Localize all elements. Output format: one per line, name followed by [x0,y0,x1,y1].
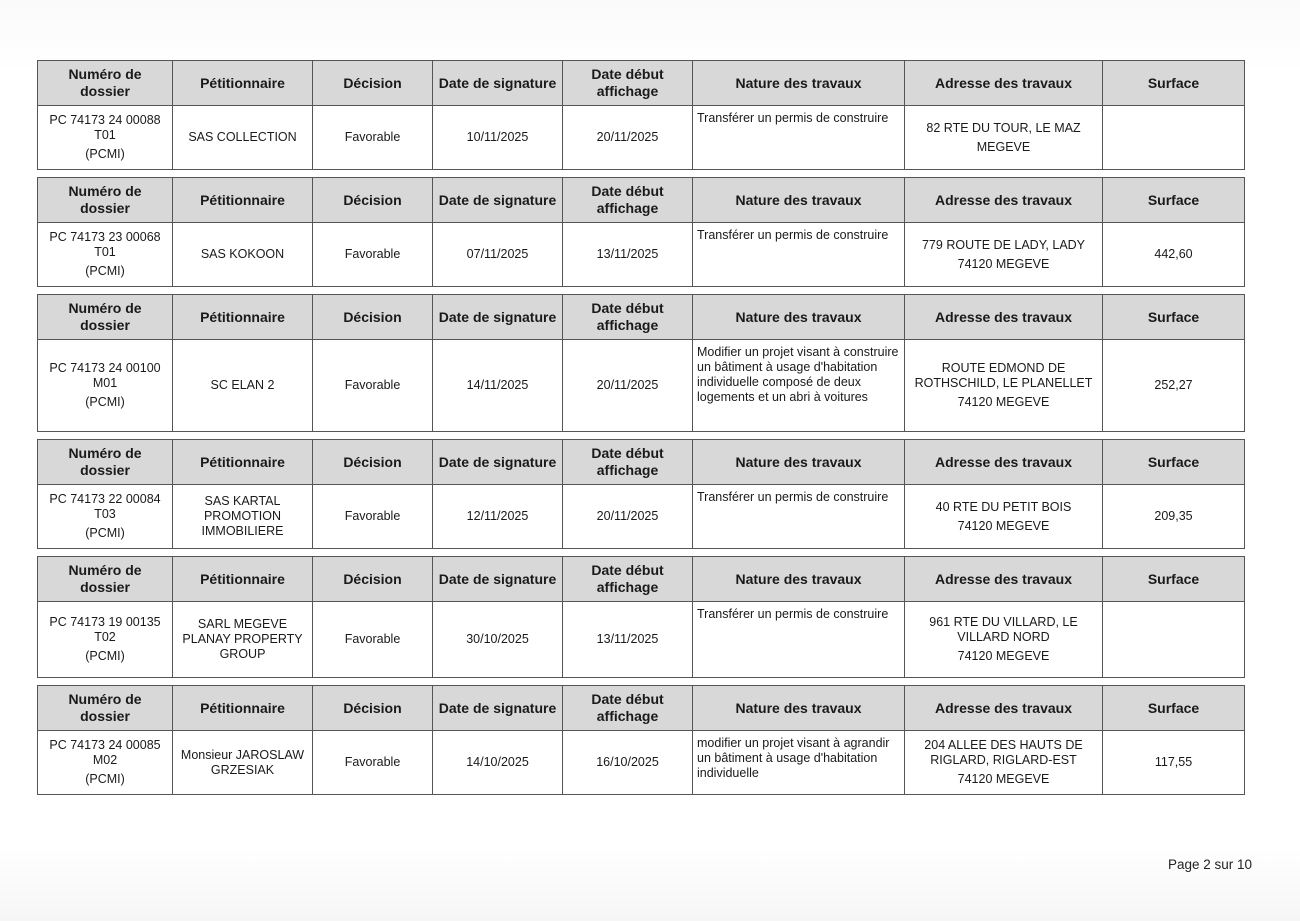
dossier-type: (PCMI) [85,264,125,278]
numero-dossier: PC 74173 24 00088 T01 [49,113,161,142]
dossier-type: (PCMI) [85,649,125,663]
date-affichage-cell [563,602,693,678]
header-numero-dossier: Numéro de dossier [38,557,173,602]
header-adresse-travaux: Adresse des travaux [905,440,1103,485]
header-nature-travaux: Nature des travaux [693,295,905,340]
header-petitionnaire: Pétitionnaire [173,557,313,602]
header-petitionnaire: Pétitionnaire [173,295,313,340]
date-affichage: 20/11/2025 [596,509,659,523]
header-date-affichage: Date début affichage [563,686,693,731]
date-affichage: 16/10/2025 [596,755,659,769]
ville: MEGEVE [976,139,1031,154]
header-date-signature: Date de signature [433,440,563,485]
header-petitionnaire: Pétitionnaire [173,178,313,223]
adresse-travaux-cell [905,340,1103,432]
numero-dossier: PC 74173 19 00135 T02 [49,615,161,644]
surface: 442,60 [1154,247,1193,261]
header-petitionnaire: Pétitionnaire [173,440,313,485]
header-date-signature: Date de signature [433,295,563,340]
header-numero-dossier: Numéro de dossier [38,178,173,223]
page-number: Page 2 sur 10 [1168,857,1253,872]
decision-cell [313,602,433,678]
date-affichage: 20/11/2025 [596,378,659,392]
surface-cell [1103,340,1245,432]
permit-table [37,439,1245,549]
decision-cell [313,731,433,795]
date-signature-cell [433,485,563,549]
date-signature: 14/10/2025 [466,755,529,769]
nature-travaux: Transférer un permis de construire [697,111,889,125]
date-signature: 07/11/2025 [466,247,529,261]
date-affichage-cell [563,485,693,549]
header-decision: Décision [313,61,433,106]
header-date-affichage: Date début affichage [563,557,693,602]
ville: 74120 MEGEVE [957,256,1050,271]
petitionnaire: Monsieur JAROSLAW GRZESIAK [180,747,305,777]
table-row [38,106,1245,170]
ville: 74120 MEGEVE [957,649,1050,663]
numero-dossier-cell [38,106,173,170]
header-row [38,440,1245,485]
header-adresse-travaux: Adresse des travaux [905,295,1103,340]
ville: 74120 MEGEVE [957,518,1050,533]
adresse-travaux-cell [905,602,1103,678]
date-signature-cell [433,731,563,795]
header-petitionnaire: Pétitionnaire [173,686,313,731]
header-surface: Surface [1103,440,1245,485]
adresse-travaux-cell [905,731,1103,795]
header-numero-dossier: Numéro de dossier [38,295,173,340]
date-affichage: 20/11/2025 [596,130,659,144]
decision-cell [313,223,433,287]
numero-dossier-cell [38,340,173,432]
ville: 74120 MEGEVE [957,395,1050,409]
table-row [38,340,1245,432]
header-surface: Surface [1103,61,1245,106]
petitionnaire-cell [173,731,313,795]
date-affichage: 13/11/2025 [596,247,659,261]
decision: Favorable [344,755,401,769]
surface-cell [1103,106,1245,170]
date-signature: 30/10/2025 [466,632,529,646]
header-decision: Décision [313,686,433,731]
adresse-travaux: 82 RTE DU TOUR, LE MAZ [926,120,1081,135]
decision-cell [313,106,433,170]
header-row [38,686,1245,731]
decision: Favorable [344,130,401,144]
table-row [38,485,1245,549]
surface: 252,27 [1154,378,1193,392]
nature-travaux-cell [693,223,905,287]
numero-dossier-cell [38,223,173,287]
table-row [38,731,1245,795]
numero-dossier-cell [38,485,173,549]
nature-travaux-cell [693,485,905,549]
decision: Favorable [344,378,401,392]
date-affichage-cell [563,106,693,170]
nature-travaux-cell [693,340,905,432]
adresse-travaux: 779 ROUTE DE LADY, LADY [921,237,1086,252]
permits-list [37,60,1244,802]
adresse-travaux: 961 RTE DU VILLARD, LE VILLARD NORD [929,615,1078,644]
table-row [38,602,1245,678]
header-decision: Décision [313,178,433,223]
date-signature-cell [433,602,563,678]
decision: Favorable [344,509,401,523]
petitionnaire: SAS KARTAL PROMOTION IMMOBILIERE [201,494,284,538]
date-affichage-cell [563,731,693,795]
nature-travaux: Modifier un projet visant à construire un bâtiment à usage d'habitation individuelle composé de deux logements et un abri à voitures [697,345,899,404]
dossier-type: (PCMI) [85,526,125,540]
surface: 117,55 [1154,755,1193,769]
header-surface: Surface [1103,295,1245,340]
date-signature: 14/11/2025 [466,378,529,392]
header-date-affichage: Date début affichage [563,61,693,106]
decision: Favorable [344,632,401,646]
nature-travaux: Transférer un permis de construire [697,607,889,621]
header-numero-dossier: Numéro de dossier [38,686,173,731]
numero-dossier: PC 74173 24 00100 M01 [49,361,161,390]
petitionnaire-cell [173,602,313,678]
date-signature: 10/11/2025 [466,130,529,144]
nature-travaux: Transférer un permis de construire [697,490,889,504]
header-nature-travaux: Nature des travaux [693,178,905,223]
header-decision: Décision [313,557,433,602]
adresse-travaux: 204 ALLEE DES HAUTS DE RIGLARD, RIGLARD-EST [924,738,1083,767]
nature-travaux: Transférer un permis de construire [697,228,889,242]
date-signature-cell [433,340,563,432]
surface: 209,35 [1154,509,1193,523]
header-numero-dossier: Numéro de dossier [38,61,173,106]
petitionnaire: SAS KOKOON [200,247,285,261]
permit-table [37,177,1245,287]
header-date-signature: Date de signature [433,61,563,106]
header-numero-dossier: Numéro de dossier [38,440,173,485]
permit-table [37,685,1245,795]
numero-dossier-cell [38,731,173,795]
surface-cell [1103,602,1245,678]
permit-table [37,294,1245,432]
header-nature-travaux: Nature des travaux [693,557,905,602]
numero-dossier-cell [38,602,173,678]
header-adresse-travaux: Adresse des travaux [905,178,1103,223]
header-surface: Surface [1103,178,1245,223]
header-petitionnaire: Pétitionnaire [173,61,313,106]
header-row [38,61,1245,106]
petitionnaire: SARL MEGEVE PLANAY PROPERTY GROUP [182,617,303,661]
date-signature-cell [433,106,563,170]
adresse-travaux: ROUTE EDMOND DE ROTHSCHILD, LE PLANELLET [914,361,1093,390]
numero-dossier: PC 74173 23 00068 T01 [49,230,161,259]
header-nature-travaux: Nature des travaux [693,61,905,106]
header-adresse-travaux: Adresse des travaux [905,557,1103,602]
petitionnaire-cell [173,106,313,170]
date-signature: 12/11/2025 [466,509,529,523]
header-date-affichage: Date début affichage [563,295,693,340]
date-affichage-cell [563,223,693,287]
header-adresse-travaux: Adresse des travaux [905,686,1103,731]
header-surface: Surface [1103,686,1245,731]
dossier-type: (PCMI) [85,395,125,409]
nature-travaux-cell [693,602,905,678]
decision-cell [313,485,433,549]
nature-travaux: modifier un projet visant à agrandir un bâtiment à usage d'habitation individuelle [697,736,890,780]
adresse-travaux-cell [905,485,1103,549]
surface-cell [1103,731,1245,795]
decision-cell [313,340,433,432]
header-date-affichage: Date début affichage [563,440,693,485]
surface-cell [1103,485,1245,549]
permit-table [37,556,1245,678]
adresse-travaux-cell [905,106,1103,170]
date-affichage-cell [563,340,693,432]
adresse-travaux: 40 RTE DU PETIT BOIS [935,499,1072,514]
dossier-type: (PCMI) [85,772,125,786]
petitionnaire: SAS COLLECTION [188,130,297,144]
numero-dossier: PC 74173 24 00085 M02 [49,738,161,767]
header-decision: Décision [313,295,433,340]
header-row [38,295,1245,340]
permit-table [37,60,1245,170]
surface-cell [1103,223,1245,287]
header-row [38,557,1245,602]
header-date-signature: Date de signature [433,557,563,602]
date-affichage: 13/11/2025 [596,632,659,646]
header-surface: Surface [1103,557,1245,602]
petitionnaire-cell [173,223,313,287]
petitionnaire-cell [173,340,313,432]
header-date-signature: Date de signature [433,178,563,223]
header-decision: Décision [313,440,433,485]
dossier-type: (PCMI) [85,147,125,161]
header-nature-travaux: Nature des travaux [693,440,905,485]
date-signature-cell [433,223,563,287]
numero-dossier: PC 74173 22 00084 T03 [49,492,161,521]
header-date-affichage: Date début affichage [563,178,693,223]
header-row [38,178,1245,223]
adresse-travaux-cell [905,223,1103,287]
petitionnaire: SC ELAN 2 [210,378,275,392]
petitionnaire-cell [173,485,313,549]
nature-travaux-cell [693,731,905,795]
nature-travaux-cell [693,106,905,170]
decision: Favorable [344,247,401,261]
header-adresse-travaux: Adresse des travaux [905,61,1103,106]
table-row [38,223,1245,287]
header-date-signature: Date de signature [433,686,563,731]
header-nature-travaux: Nature des travaux [693,686,905,731]
ville: 74120 MEGEVE [957,772,1050,786]
